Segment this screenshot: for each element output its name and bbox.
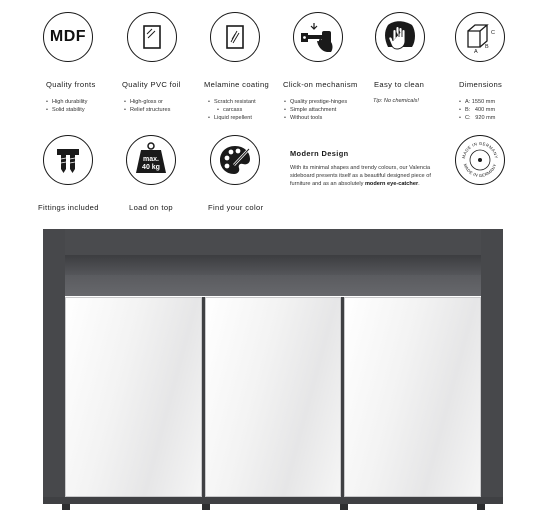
sideboard-left-panel (43, 229, 65, 499)
modern-design-intro: With its minimal shapes and trendy colours, our Valencia sideboard presents itself as a beautiful designed piece of furniture and as an absolutely (290, 165, 431, 188)
feature-bullets-pvc-foil (124, 98, 170, 114)
list-item: • C: 920 mm (459, 114, 495, 122)
sideboard-shelf-ledge (65, 275, 481, 296)
modern-design-end: . (418, 181, 420, 188)
list-item: • High durability (46, 98, 87, 106)
sideboard-door-left (65, 297, 202, 497)
feature-title-easy-clean: Easy to clean (374, 80, 425, 89)
list-item: • A: 1550 mm (459, 98, 495, 106)
list-item: • Scratch resistant (208, 98, 256, 106)
modern-design-title: Modern Design (290, 149, 349, 158)
feature-title-load: Load on top (129, 203, 173, 212)
list-item: • Simple attachment (284, 106, 347, 114)
list-item: • carcass (208, 106, 256, 114)
mdf-icon-text: MDF (49, 28, 87, 45)
cube-label-c: C (491, 30, 495, 36)
feature-title-color: Find your color (208, 203, 264, 212)
weight-icon-label-kg: 40 kg (142, 164, 160, 171)
cube-label-b: B (485, 44, 489, 50)
list-item: • High-gloss or (124, 98, 170, 106)
sideboard-base (43, 497, 503, 504)
modern-design-highlight: modern eye-catcher (364, 181, 419, 188)
list-item: • Quality prestige-hinges (284, 98, 347, 106)
scratched-panel-icon (210, 12, 262, 64)
feature-title-pvc-foil: Quality PVC foil (122, 80, 181, 89)
feature-title-melamine: Melamine coating (204, 80, 270, 89)
hinge-hand-icon (293, 12, 345, 64)
sideboard-door-middle (205, 297, 341, 497)
weight-icon (126, 135, 178, 187)
fittings-icon (43, 135, 95, 187)
sideboard-foot (62, 504, 70, 510)
cleaning-hand-icon (375, 12, 427, 64)
feature-bullets-dimensions (459, 98, 495, 122)
weight-icon-label-max: max. (143, 156, 159, 163)
list-item: • Relief structures (124, 106, 170, 114)
made-in-germany-seal-icon (455, 135, 507, 187)
palette-icon (210, 135, 262, 187)
sideboard-foot (477, 504, 485, 510)
feature-title-quality-fronts: Quality fronts (46, 80, 96, 89)
sideboard-open-shelf (65, 255, 481, 275)
list-item: • Solid stability (46, 106, 87, 114)
feature-title-click-on: Click-on mechanism (283, 80, 358, 89)
dimensions-cube-icon (455, 12, 507, 64)
feature-bullets-quality-fronts (46, 98, 87, 114)
list-item: • Without tools (284, 114, 347, 122)
sideboard-top-panel (43, 229, 503, 255)
seal-text-bottom: MADE IN GERMANY (462, 162, 498, 179)
modern-design-body (290, 164, 450, 189)
sideboard-foot (340, 504, 348, 510)
mdf-icon (43, 12, 95, 64)
cube-label-a: A (474, 49, 478, 55)
feature-title-fittings: Fittings included (38, 203, 99, 212)
glass-panel-icon (127, 12, 179, 64)
feature-bullets-click-on (284, 98, 347, 122)
seal-text-top: MADE IN GERMANY (461, 140, 499, 160)
sideboard-foot (202, 504, 210, 510)
list-item: • B: 400 mm (459, 106, 495, 114)
feature-tip-easy-clean: Tip: No chemicals! (373, 98, 419, 104)
sideboard-door-right (344, 297, 481, 497)
feature-bullets-melamine (208, 98, 256, 122)
feature-title-dimensions: Dimensions (459, 80, 503, 89)
list-item: • Liquid repellent (208, 114, 256, 122)
sideboard-right-panel (481, 229, 503, 499)
